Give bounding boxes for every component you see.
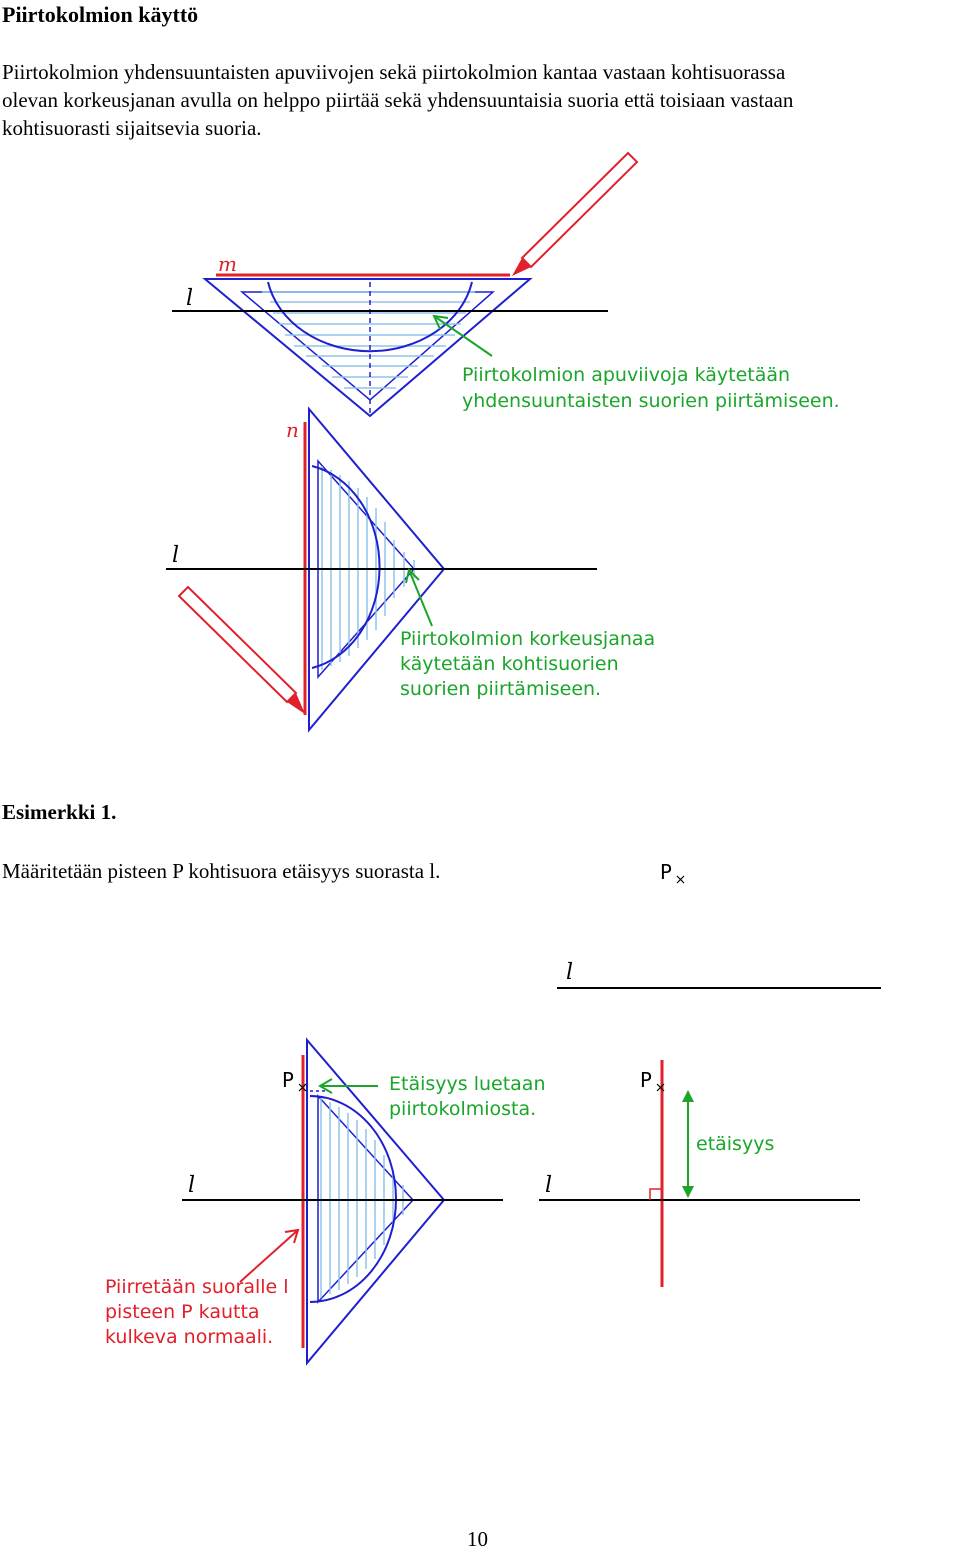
intro-line: Piirtokolmion yhdensuuntaisten apuviivojen sekä piirtokolmion kantaa vastaan kohtisuorassa [2,60,786,84]
point-p-label: P [660,860,673,884]
distance-arrow [682,1090,694,1198]
page-heading: Piirtokolmion käyttö [2,2,199,27]
page-number: 10 [467,1527,488,1551]
note-line: Piirretään suoralle l [105,1276,289,1298]
note-line: piirtokolmiosta. [389,1098,537,1120]
point-p-label-3: P [282,1068,295,1092]
distance-label: etäisyys [696,1133,775,1155]
example-title: Esimerkki 1. [2,800,117,824]
label-l-2: l [172,543,180,568]
note-line: Piirtokolmion apuviivoja käytetään [462,364,791,386]
example-text: Määritetään pisteen P kohtisuora etäisyys suorasta l. [2,859,441,883]
note-line: yhdensuuntaisten suorien piirtämiseen. [462,390,840,412]
note-line: käytetään kohtisuorien [400,653,619,675]
note-line: kulkeva normaali. [105,1326,274,1348]
right-angle-mark [650,1189,662,1200]
intro-line: olevan korkeusjanan avulla on helppo piirtää sekä yhdensuuntaisia suoria että toisiaan vastaan [2,88,794,112]
note-line: pisteen P kautta [105,1301,260,1323]
label-l-3: l [188,1173,196,1198]
label-n: n [286,418,299,442]
note-line: Piirtokolmion korkeusjanaa [400,628,656,650]
note-line: suorien piirtämiseen. [400,678,602,700]
intro-line: kohtisuorasti sijaitsevia suoria. [2,116,262,140]
label-l-1: l [186,286,194,311]
point-p-label-4: P [640,1068,653,1092]
label-l-example: l [566,960,574,985]
label-l-4: l [545,1173,553,1198]
label-m: m [218,252,237,276]
note-line: Etäisyys luetaan [389,1073,546,1095]
